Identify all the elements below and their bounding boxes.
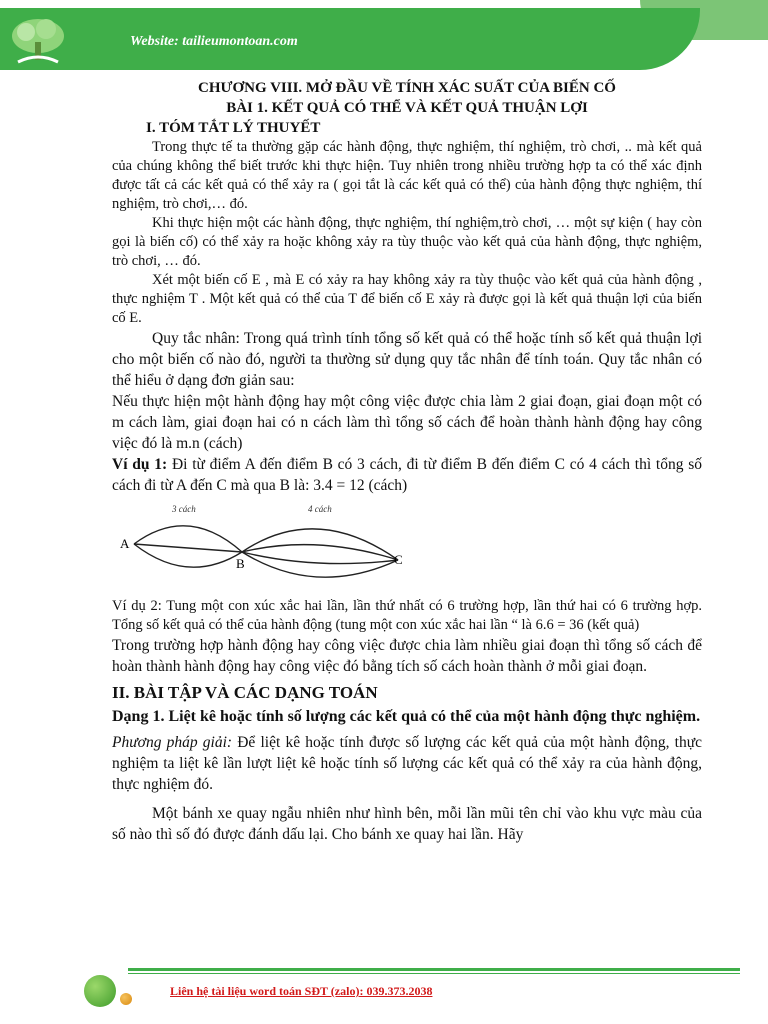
dang1-heading: Dạng 1. Liệt kê hoặc tính số lượng các kết quả có thể của một hành động thực nghiệm. [112,708,701,725]
diagram-label-4-ways: 4 cách [308,504,332,514]
footer-divider [128,968,740,971]
point-b: B [236,556,245,571]
point-c: C [394,552,403,567]
example-1 [112,454,702,496]
path-diagram [112,500,452,590]
paragraph: Xét một biến cố E , mà E có xảy ra hay không xảy ra tùy thuộc vào kết quả của hành động , thực nghiệm T . Một kết quả có thể của T để biến cố E xảy rà được gọi là kết quả thuận lợi của biến cố E. [112,272,702,326]
header-band [0,8,700,70]
chapter-title: CHƯƠNG VIII. MỞ ĐẦU VỀ TÍNH XÁC SUẤT CỦA BIẾN CỐ [198,80,616,96]
lesson-title: BÀI 1. KẾT QUẢ CÓ THỂ VÀ KẾT QUẢ THUẬN LỢI [226,100,588,116]
point-a: A [120,536,130,551]
method-label: Phương pháp giải: [112,734,233,751]
diagram-label-3-ways: 3 cách [172,504,196,514]
paragraph-multi-stage: Trong trường hợp hành động hay công việc được chia làm nhiều giai đoạn thì tổng số cách để hoàn thành hành động hay công việc đó bằng tích số cách hoàn thành ở mỗi giai đoạn. [112,637,702,675]
paragraph: Trong thực tế ta thường gặp các hành động, thực nghiệm, thí nghiệm, trò chơi, .. mà kết quả của chúng không thể biết trước khi thực hiện. Tuy nhiên trong nhiều trường hợp ta có thể xác định được tất cả các kết quả có thể xảy ra ( gọi tắt là các kết quả có thể) của hành động thực nghiệm, thí nghiệm, trò chơi,… đó. [112,139,702,212]
section2-heading: II. BÀI TẬP VÀ CÁC DẠNG TOÁN [112,683,378,702]
tree-logo-icon [6,14,70,70]
footer-contact-link[interactable]: Liên hệ tài liệu word toán SĐT (zalo): 039.373.2038 [170,984,433,998]
exercise-paragraph: Một bánh xe quay ngẫu nhiên như hình bên, mỗi lần mũi tên chỉ vào khu vực màu của số nào thì số đó được đánh dấu lại. Cho bánh xe quay hai lần. Hãy [112,805,702,843]
section1-heading: I. TÓM TẮT LÝ THUYẾT [146,120,321,136]
page-header [0,0,768,80]
example-1-text: Đi từ điểm A đến điểm B có 3 cách, đi từ điểm B đến điểm C có 4 cách thì tổng số cách đi từ A đến C mà qua B là: 3.4 = 12 (cách) [112,456,703,494]
paragraph-rule: Quy tắc nhân: Trong quá trình tính tổng số kết quả có thể hoặc tính số kết quả thuận lợi cho một biến cố nào đó, người ta thường sử dụng quy tắc nhân để tính toán. Quy tắc nhân có thể hiểu ở dạng đơn giản sau: [112,330,702,389]
example-1-label: Ví dụ 1: [112,456,168,473]
paragraph: Khi thực hiện một các hành động, thực nghiệm, thí nghiệm,trò chơi, … một sự kiện ( hay còn gọi là biến cố) có thể xảy ra hoặc không xảy ra tùy thuộc vào kết quả của hành động, thực nghiệm, trò chơi, … đó. [112,215,702,269]
method-text: Để liệt kê hoặc tính được số lượng các kết quả của một hành động, thực nghiệm ta liệt kê lần lượt liệt kê hoặc tính số lượng các kết quả có thể xảy ra của hành động, thực nghiệm đó. [112,734,702,793]
green-ball-icon [84,975,116,1007]
website-link[interactable]: Website: tailieumontoan.com [130,34,298,49]
footer-divider-thin [128,973,740,974]
document-body [112,78,702,845]
orange-ball-icon [120,993,132,1005]
paragraph-rule-detail: Nếu thực hiện một hành động hay một công việc được chia làm 2 giai đoạn, giai đoạn một có m cách làm, giai đoạn hai có n cách làm thì tổng số cách để hoàn thành hành động hay công việc đó là m.n (cách) [112,393,702,452]
example-2: Ví dụ 2: Tung một con xúc xắc hai lần, lần thứ nhất có 6 trường hợp, lần thứ hai có 6 trường hợp. Tổng số kết quả có thể của hành động (tung một con xúc xắc hai lần “ là 6.6 = 36 (kết quả) [112,598,702,633]
method-paragraph [112,732,702,795]
